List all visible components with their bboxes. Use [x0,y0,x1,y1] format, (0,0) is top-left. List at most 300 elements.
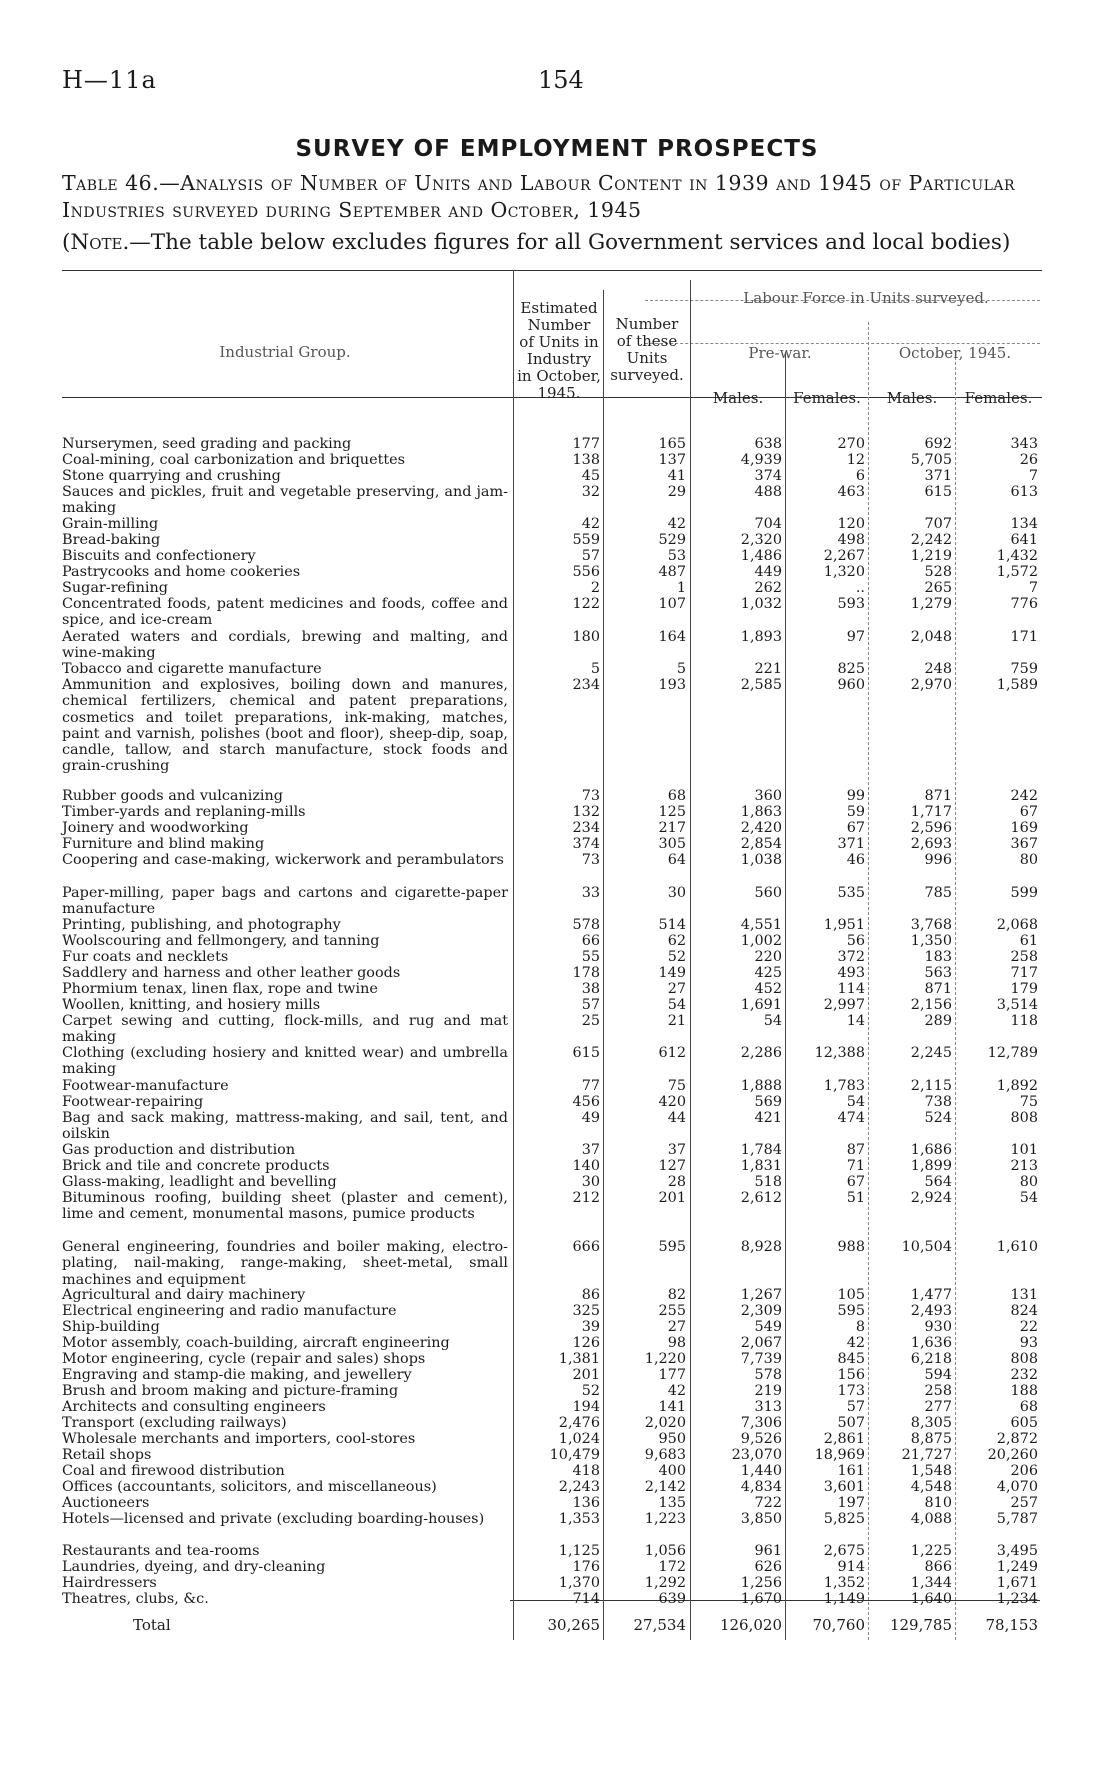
cell-estimated: 42 [581,516,600,532]
cell-october-males: 1,686 [910,1142,952,1158]
cell-october-females: 1,432 [996,548,1038,564]
cell-prewar-females: 173 [837,1383,865,1399]
cell-october-males: 258 [924,1383,952,1399]
cell-prewar-males: 425 [754,965,782,981]
cell-october-females: 2,068 [996,917,1038,933]
cell-october-females: 5,787 [996,1511,1038,1527]
cell-surveyed: 135 [658,1495,686,1511]
cell-estimated: 5 [590,661,600,677]
cell-october-females: 605 [1010,1415,1038,1431]
cell-prewar-females: 1,352 [823,1575,865,1591]
cell-surveyed: 5 [676,661,686,677]
cell-october-females: 367 [1010,836,1038,852]
cell-prewar-males: 2,585 [740,677,782,693]
cell-estimated: 212 [572,1190,600,1206]
cell-october-males: 2,245 [910,1045,952,1061]
cell-surveyed: 28 [667,1174,686,1190]
cell-prewar-males: 1,256 [740,1575,782,1591]
cell-estimated: 578 [572,917,600,933]
cell-estimated: 25 [581,1013,600,1029]
cell-october-males: 1,279 [910,596,952,612]
cell-october-males: 615 [924,484,952,500]
cell-industrial-group: Saddlery and harness and other leather goods [62,965,401,981]
cell-prewar-females: 3,601 [823,1479,865,1495]
cell-industrial-group: Tobacco and cigarette manufacture [62,661,322,677]
cell-prewar-females: 56 [846,933,865,949]
cell-industrial-group: Bituminous roofing, building sheet (plaster and cement), lime and cement, monumental masons, pumice products [62,1190,508,1223]
cell-estimated: 38 [581,981,600,997]
cell-estimated: 178 [572,965,600,981]
cell-estimated: 57 [581,548,600,564]
cell-industrial-group: Fur coats and necklets [62,949,229,965]
cell-industrial-group: Motor engineering, cycle (repair and sales) shops [62,1351,426,1367]
cell-october-males: 3,768 [910,917,952,933]
header-october: October, 1945. [898,344,1012,362]
cell-surveyed: 137 [658,452,686,468]
cell-estimated: 1,024 [558,1431,600,1447]
cell-industrial-group: Carpet sewing and cutting, flock-mills, and rug and mat making [62,1013,508,1046]
cell-estimated: 1,125 [558,1543,600,1559]
cell-surveyed: 44 [667,1110,686,1126]
cell-october-females: 776 [1010,596,1038,612]
total-cell-estimated: 30,265 [547,1616,600,1634]
cell-surveyed: 612 [658,1045,686,1061]
cell-industrial-group: Architects and consulting engineers [62,1399,326,1415]
cell-october-females: 1,892 [996,1078,1038,1094]
cell-prewar-males: 262 [754,580,782,596]
cell-prewar-females: 1,951 [823,917,865,933]
cell-prewar-males: 1,002 [740,933,782,949]
cell-prewar-males: 2,854 [740,836,782,852]
cell-surveyed: 141 [658,1399,686,1415]
cell-october-females: 759 [1010,661,1038,677]
note-text: .—The table below excludes figures for all Government services and local bodies) [122,230,1011,255]
cell-october-males: 10,504 [901,1239,952,1255]
cell-prewar-females: 87 [846,1142,865,1158]
cell-prewar-males: 2,309 [740,1303,782,1319]
cell-prewar-females: 67 [846,1174,865,1190]
cell-prewar-females: 105 [837,1287,865,1303]
cell-prewar-males: 7,739 [740,1351,782,1367]
cell-october-males: 738 [924,1094,952,1110]
cell-surveyed: 27 [667,981,686,997]
cell-prewar-males: 1,267 [740,1287,782,1303]
cell-estimated: 176 [572,1559,600,1575]
cell-october-females: 7 [1028,580,1038,596]
cell-industrial-group: Brick and tile and concrete products [62,1158,330,1174]
cell-prewar-males: 2,286 [740,1045,782,1061]
cell-industrial-group: Ship-building [62,1319,160,1335]
cell-industrial-group: Offices (accountants, solicitors, and miscellaneous) [62,1479,437,1495]
cell-surveyed: 305 [658,836,686,852]
cell-october-females: 134 [1010,516,1038,532]
cell-prewar-males: 54 [763,1013,782,1029]
cell-october-females: 188 [1010,1383,1038,1399]
page-number: 154 [538,66,584,94]
cell-surveyed: 125 [658,804,686,820]
cell-october-females: 3,514 [996,997,1038,1013]
cell-october-females: 4,070 [996,1479,1038,1495]
cell-prewar-females: 57 [846,1399,865,1415]
cell-october-males: 1,899 [910,1158,952,1174]
cell-estimated: 132 [572,804,600,820]
cell-estimated: 180 [572,629,600,645]
cell-surveyed: 21 [667,1013,686,1029]
cell-october-females: 206 [1010,1463,1038,1479]
surveyed-line-1: Number [615,315,679,333]
cell-october-males: 810 [924,1495,952,1511]
cell-october-males: 2,970 [910,677,952,693]
cell-estimated: 456 [572,1094,600,1110]
cell-estimated: 73 [581,852,600,868]
cell-industrial-group: Woolscouring and fellmongery, and tanning [62,933,380,949]
cell-industrial-group: Auctioneers [62,1495,150,1511]
cell-industrial-group: Footwear-repairing [62,1094,204,1110]
cell-industrial-group: Theatres, clubs, &c. [62,1591,209,1607]
cell-prewar-males: 1,888 [740,1078,782,1094]
cell-estimated: 37 [581,1142,600,1158]
cell-october-males: 277 [924,1399,952,1415]
cell-prewar-males: 961 [754,1543,782,1559]
cell-estimated: 1,381 [558,1351,600,1367]
cell-industrial-group: Gas production and distribution [62,1142,296,1158]
cell-surveyed: 98 [667,1335,686,1351]
cell-surveyed: 529 [658,532,686,548]
cell-estimated: 45 [581,468,600,484]
surveyed-line-2: of these [616,332,678,350]
cell-prewar-females: 960 [837,677,865,693]
total-cell-prewar-males: 126,020 [719,1616,782,1634]
cell-october-females: 242 [1010,788,1038,804]
cell-surveyed: 9,683 [644,1447,686,1463]
estimated-line-1: Estimated [520,299,598,317]
surveyed-line-3: Units [626,349,668,367]
cell-october-females: 75 [1019,1094,1038,1110]
cell-october-males: 528 [924,564,952,580]
cell-october-males: 563 [924,965,952,981]
cell-estimated: 66 [581,933,600,949]
cell-october-males: 8,305 [910,1415,952,1431]
cell-october-females: 808 [1010,1351,1038,1367]
cell-industrial-group: Bag and sack making, mattress-making, and sail, tent, and oilskin [62,1110,508,1143]
cell-surveyed: 595 [658,1239,686,1255]
cell-prewar-males: 421 [754,1110,782,1126]
cell-october-males: 996 [924,852,952,868]
cell-surveyed: 2,020 [644,1415,686,1431]
cell-industrial-group: Motor assembly, coach-building, aircraft engineering [62,1335,450,1351]
cell-prewar-females: 371 [837,836,865,852]
cell-industrial-group: Clothing (excluding hosiery and knitted wear) and umbrella making [62,1045,508,1078]
cell-estimated: 556 [572,564,600,580]
cell-industrial-group: Bread-baking [62,532,161,548]
cell-industrial-group: General engineering, foundries and boiler making, electro-plating, nail-making, range-making, sheet-metal, small machines and equipment [62,1239,508,1288]
cell-surveyed: 1 [676,580,686,596]
estimated-line-2: Number [527,316,591,334]
cell-october-males: 4,548 [910,1479,952,1495]
cell-october-males: 2,242 [910,532,952,548]
cell-prewar-males: 569 [754,1094,782,1110]
cell-prewar-females: 114 [837,981,865,997]
cell-industrial-group: Printing, publishing, and photography [62,917,341,933]
cell-estimated: 234 [572,677,600,693]
cell-industrial-group: Wholesale merchants and importers, cool-stores [62,1431,416,1447]
cell-prewar-females: 46 [846,852,865,868]
cell-surveyed: 149 [658,965,686,981]
cell-estimated: 177 [572,436,600,452]
header-industrial-group: Industrial Group. [219,343,351,361]
cell-prewar-females: 914 [837,1559,865,1575]
cell-prewar-males: 7,306 [740,1415,782,1431]
cell-october-males: 2,924 [910,1190,952,1206]
cell-october-males: 2,115 [910,1078,952,1094]
cell-prewar-males: 374 [754,468,782,484]
cell-prewar-females: 99 [846,788,865,804]
cell-october-females: 641 [1010,532,1038,548]
cell-october-females: 213 [1010,1158,1038,1174]
note-label: Note [70,230,123,255]
cell-estimated: 73 [581,788,600,804]
cell-industrial-group: Nurserymen, seed grading and packing [62,436,352,452]
cell-industrial-group: Grain-milling [62,516,159,532]
cell-october-males: 1,225 [910,1543,952,1559]
cell-surveyed: 193 [658,677,686,693]
cell-estimated: 57 [581,997,600,1013]
cell-surveyed: 2,142 [644,1479,686,1495]
cell-industrial-group: Sugar-refining [62,580,169,596]
cell-prewar-females: 42 [846,1335,865,1351]
total-cell-october-males: 129,785 [889,1616,952,1634]
cell-prewar-males: 221 [754,661,782,677]
cell-prewar-females: 59 [846,804,865,820]
cell-industrial-group: Transport (excluding railways) [62,1415,287,1431]
cell-prewar-females: 270 [837,436,865,452]
cell-estimated: 77 [581,1078,600,1094]
note-open-paren: ( [62,230,71,255]
cell-estimated: 30 [581,1174,600,1190]
cell-prewar-males: 578 [754,1367,782,1383]
cell-october-females: 80 [1019,852,1038,868]
cell-prewar-males: 313 [754,1399,782,1415]
cell-prewar-females: 14 [846,1013,865,1029]
cell-surveyed: 165 [658,436,686,452]
cell-october-males: 707 [924,516,952,532]
cell-prewar-females: 161 [837,1463,865,1479]
cell-surveyed: 1,292 [644,1575,686,1591]
cell-estimated: 615 [572,1045,600,1061]
total-label: Total [133,1616,171,1634]
cell-prewar-females: 845 [837,1351,865,1367]
cell-prewar-females: 97 [846,629,865,645]
cell-prewar-males: 23,070 [731,1447,782,1463]
cell-industrial-group: Laundries, dyeing, and dry-cleaning [62,1559,326,1575]
cell-prewar-females: 156 [837,1367,865,1383]
cell-prewar-males: 4,939 [740,452,782,468]
cell-october-males: 1,640 [910,1591,952,1607]
header-prewar-females: Females. [793,389,861,407]
cell-prewar-females: 474 [837,1110,865,1126]
cell-estimated: 1,353 [558,1511,600,1527]
cell-surveyed: 1,220 [644,1351,686,1367]
cell-october-males: 265 [924,580,952,596]
cell-estimated: 194 [572,1399,600,1415]
cell-october-males: 1,219 [910,548,952,564]
cell-october-males: 2,693 [910,836,952,852]
cell-october-females: 169 [1010,820,1038,836]
cell-prewar-females: 8 [855,1319,865,1335]
cell-estimated: 666 [572,1239,600,1255]
cell-october-females: 1,234 [996,1591,1038,1607]
cell-surveyed: 201 [658,1190,686,1206]
cell-prewar-females: 71 [846,1158,865,1174]
cell-prewar-males: 2,320 [740,532,782,548]
cell-october-males: 1,350 [910,933,952,949]
cell-prewar-males: 2,067 [740,1335,782,1351]
cell-october-males: 1,548 [910,1463,952,1479]
cell-prewar-males: 1,784 [740,1142,782,1158]
cell-industrial-group: Restaurants and tea-rooms [62,1543,260,1559]
cell-industrial-group: Hotels—licensed and private (excluding boarding-houses) [62,1511,485,1527]
cell-october-males: 21,727 [901,1447,952,1463]
cell-october-females: 3,495 [996,1543,1038,1559]
cell-industrial-group: Joinery and woodworking [62,820,249,836]
header-labour-force: Labour Force in Units surveyed. [743,289,989,307]
cell-prewar-males: 9,526 [740,1431,782,1447]
cell-october-males: 1,717 [910,804,952,820]
cell-prewar-males: 449 [754,564,782,580]
cell-surveyed: 27 [667,1319,686,1335]
cell-estimated: 126 [572,1335,600,1351]
cell-surveyed: 82 [667,1287,686,1303]
cell-october-males: 1,344 [910,1575,952,1591]
cell-prewar-males: 1,831 [740,1158,782,1174]
cell-industrial-group: Coal and firewood distribution [62,1463,285,1479]
header-october-males: Males. [886,389,938,407]
cell-october-males: 2,493 [910,1303,952,1319]
cell-october-females: 613 [1010,484,1038,500]
cell-prewar-males: 1,670 [740,1591,782,1607]
cell-prewar-females: 197 [837,1495,865,1511]
cell-industrial-group: Woollen, knitting, and hosiery mills [62,997,321,1013]
cell-industrial-group: Rubber goods and vulcanizing [62,788,284,804]
cell-estimated: 234 [572,820,600,836]
cell-october-females: 1,572 [996,564,1038,580]
cell-october-females: 1,671 [996,1575,1038,1591]
cell-surveyed: 950 [658,1431,686,1447]
cell-prewar-females: 1,149 [823,1591,865,1607]
estimated-line-3: of Units in [519,333,599,351]
cell-surveyed: 62 [667,933,686,949]
cell-industrial-group: Paper-milling, paper bags and cartons and cigarette-paper manufacture [62,885,508,918]
cell-estimated: 33 [581,885,600,901]
cell-estimated: 138 [572,452,600,468]
cell-industrial-group: Electrical engineering and radio manufacture [62,1303,397,1319]
cell-october-females: 1,589 [996,677,1038,693]
cell-surveyed: 400 [658,1463,686,1479]
header-prewar-males: Males. [712,389,764,407]
cell-surveyed: 54 [667,997,686,1013]
cell-estimated: 1,370 [558,1575,600,1591]
cell-prewar-males: 549 [754,1319,782,1335]
cell-prewar-females: 498 [837,532,865,548]
cell-october-females: 61 [1019,933,1038,949]
cell-october-males: 866 [924,1559,952,1575]
cell-surveyed: 127 [658,1158,686,1174]
total-cell-surveyed: 27,534 [633,1616,686,1634]
cell-prewar-females: 507 [837,1415,865,1431]
cell-prewar-females: 67 [846,820,865,836]
cell-prewar-males: 1,032 [740,596,782,612]
cell-october-males: 183 [924,949,952,965]
cell-prewar-males: 2,420 [740,820,782,836]
cell-industrial-group: Retail shops [62,1447,152,1463]
cell-industrial-group: Stone quarrying and crushing [62,468,281,484]
cell-estimated: 10,479 [549,1447,600,1463]
cell-october-females: 171 [1010,629,1038,645]
cell-prewar-males: 1,486 [740,548,782,564]
cell-prewar-males: 2,612 [740,1190,782,1206]
cell-prewar-females: 5,825 [823,1511,865,1527]
cell-estimated: 2,243 [558,1479,600,1495]
cell-prewar-females: 595 [837,1303,865,1319]
cell-october-males: 2,596 [910,820,952,836]
total-cell-october-females: 78,153 [985,1616,1038,1634]
cell-october-females: 93 [1019,1335,1038,1351]
cell-prewar-females: .. [855,580,865,596]
cell-october-males: 1,636 [910,1335,952,1351]
cell-estimated: 418 [572,1463,600,1479]
cell-industrial-group: Hairdressers [62,1575,157,1591]
cell-october-males: 564 [924,1174,952,1190]
cell-estimated: 714 [572,1591,600,1607]
cell-surveyed: 64 [667,852,686,868]
cell-prewar-females: 2,267 [823,548,865,564]
cell-estimated: 136 [572,1495,600,1511]
cell-surveyed: 37 [667,1142,686,1158]
cell-prewar-males: 452 [754,981,782,997]
cell-october-males: 594 [924,1367,952,1383]
cell-prewar-females: 120 [837,516,865,532]
cell-prewar-females: 1,783 [823,1078,865,1094]
cell-october-males: 6,218 [910,1351,952,1367]
cell-october-females: 101 [1010,1142,1038,1158]
cell-estimated: 2 [590,580,600,596]
cell-prewar-females: 493 [837,965,865,981]
cell-prewar-males: 626 [754,1559,782,1575]
cell-prewar-males: 560 [754,885,782,901]
estimated-line-4: Industry [526,350,592,368]
cell-october-males: 871 [924,788,952,804]
cell-industrial-group: Phormium tenax, linen flax, rope and twine [62,981,378,997]
cell-october-males: 785 [924,885,952,901]
cell-industrial-group: Ammunition and explosives, boiling down and manures, chemical fertilizers, chemical and patent preparations, cosmetics and toilet preparations, ink-making, matches, paint and varnish, polishes (boot and floor), sheep-dip, soap, candle, tallow, and starch manufacture, stock foods and grain-crushing [62,677,508,775]
cell-surveyed: 639 [658,1591,686,1607]
cell-prewar-females: 2,675 [823,1543,865,1559]
cell-estimated: 325 [572,1303,600,1319]
cell-prewar-females: 54 [846,1094,865,1110]
cell-prewar-males: 1,038 [740,852,782,868]
cell-prewar-females: 1,320 [823,564,865,580]
cell-prewar-females: 18,969 [814,1447,865,1463]
cell-industrial-group: Coal-mining, coal carbonization and briquettes [62,452,406,468]
cell-october-females: 232 [1010,1367,1038,1383]
cell-surveyed: 29 [667,484,686,500]
cell-estimated: 52 [581,1383,600,1399]
cell-october-females: 599 [1010,885,1038,901]
cell-october-males: 524 [924,1110,952,1126]
cell-prewar-males: 638 [754,436,782,452]
cell-prewar-females: 535 [837,885,865,901]
cell-industrial-group: Agricultural and dairy machinery [62,1287,306,1303]
